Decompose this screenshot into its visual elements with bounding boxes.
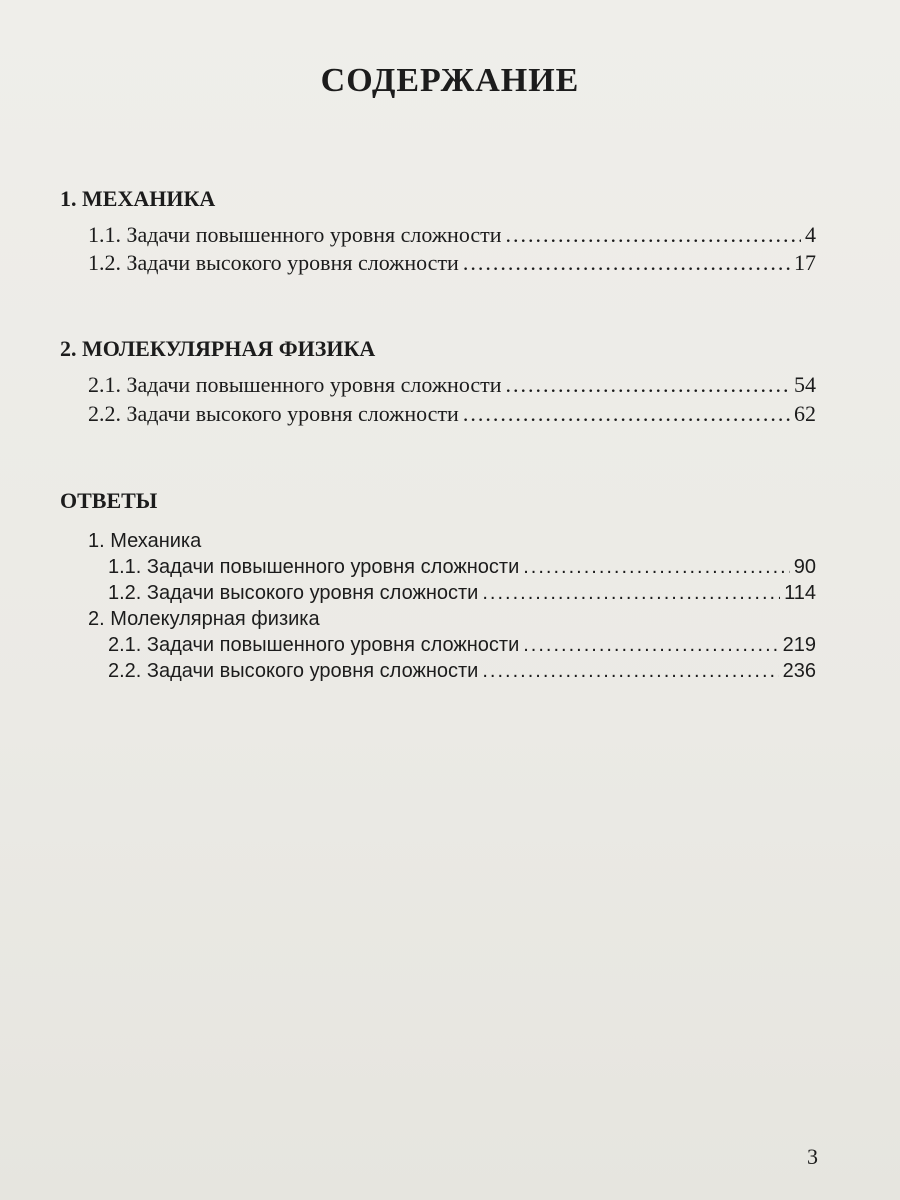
toc-entry[interactable]	[108, 582, 816, 605]
toc-entry-label: 1.1. Задачи повышенного уровня сложности	[88, 222, 502, 247]
toc-entry-page: 4	[805, 222, 816, 247]
page-number: 3	[807, 1144, 818, 1169]
toc-entry-page: 90	[793, 556, 816, 578]
toc-entry-page: 62	[794, 401, 816, 426]
toc-leader-dots	[482, 660, 778, 683]
answers-group-heading: 2. Молекулярная физика	[88, 608, 320, 630]
toc-entry-label: 1.1. Задачи повышенного уровня сложности	[108, 556, 520, 578]
toc-leader-dots	[463, 401, 790, 427]
toc-entry-page: 236	[782, 660, 816, 682]
section-heading-mechanics: 1. МЕХАНИКА	[60, 186, 216, 211]
toc-entry-label: 2.1. Задачи повышенного уровня сложности	[108, 634, 520, 656]
section-heading-molecular-physics: 2. МОЛЕКУЛЯРНАЯ ФИЗИКА	[60, 336, 376, 361]
section-heading-answers: ОТВЕТЫ	[60, 488, 158, 513]
toc-entry-label: 2.2. Задачи высокого уровня сложности	[88, 401, 459, 426]
toc-entry[interactable]	[108, 556, 816, 579]
toc-leader-dots	[523, 634, 778, 657]
toc-leader-dots	[506, 222, 801, 248]
toc-entry[interactable]	[88, 222, 816, 248]
toc-entry[interactable]	[108, 660, 816, 683]
toc-entry-label: 1.2. Задачи высокого уровня сложности	[108, 582, 479, 604]
toc-entry[interactable]	[88, 372, 816, 398]
toc-entry-page: 114	[784, 582, 816, 604]
page-title: СОДЕРЖАНИЕ	[320, 62, 580, 99]
toc-leader-dots	[506, 372, 790, 398]
toc-entry-page: 219	[782, 634, 816, 656]
toc-entry-label: 2.2. Задачи высокого уровня сложности	[108, 660, 479, 682]
toc-leader-dots	[523, 556, 790, 579]
toc-leader-dots	[463, 250, 790, 276]
toc-entry-page: 54	[794, 372, 816, 397]
toc-entry[interactable]	[88, 401, 816, 427]
toc-entry-label: 2.1. Задачи повышенного уровня сложности	[88, 372, 502, 397]
toc-entry-page: 17	[794, 250, 816, 275]
toc-leader-dots	[482, 582, 780, 605]
toc-entry-label: 1.2. Задачи высокого уровня сложности	[88, 250, 459, 275]
toc-entry[interactable]	[88, 250, 816, 276]
answers-group-heading: 1. Механика	[88, 530, 202, 552]
toc-entry[interactable]	[108, 634, 816, 657]
